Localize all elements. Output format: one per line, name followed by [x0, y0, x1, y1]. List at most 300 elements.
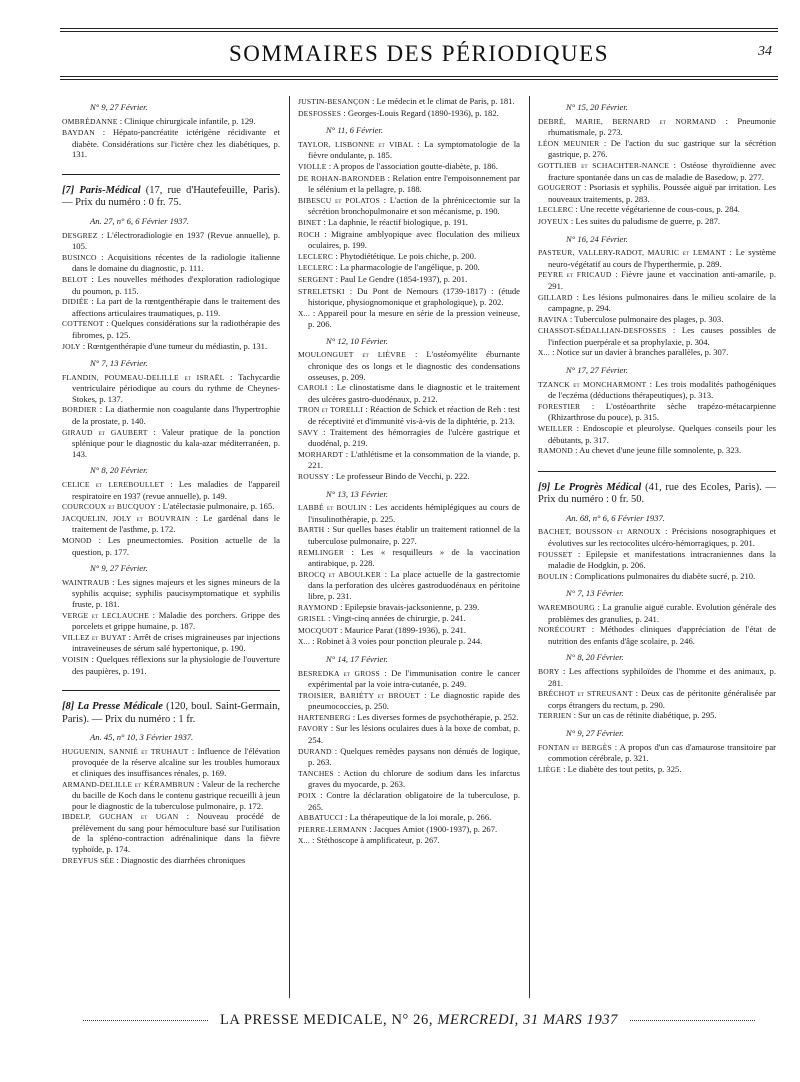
article-title: : Arrêt de crises migraineuses par injections intraveineuses de sérum salé hypertonique, p. 190. [72, 631, 280, 654]
article-title: : Les « resquilleurs » de la vaccination antirabique, p. 228. [308, 546, 520, 569]
article-entry [298, 768, 520, 790]
article-entry [538, 423, 776, 445]
article-title: : Les maladies de l'appareil respiratoire en 1937 (revue annuelle), p. 149. [72, 479, 280, 501]
article-authors: REMLINGER [298, 547, 345, 557]
article-authors: DEBRÉ, MARIE, BERNARD et NORMAND [538, 116, 717, 126]
entry-list [538, 602, 776, 646]
article-title: : Paul Le Gendre (1854-1937), p. 201. [335, 273, 468, 284]
article-authors: ROCH [298, 229, 320, 239]
issue-heading: N° 14, 17 Février. [326, 653, 388, 664]
article-title: : Le diabète des tout petits, p. 325. [563, 763, 682, 774]
article-authors: SERGENT [298, 274, 334, 284]
article-entry [298, 108, 520, 120]
article-entry [62, 501, 280, 513]
article-title: : Nouveau procédé de prélèvement du sang pour hémoculture basé sur l'utilisation de la spléno-contraction adrénalinique dans la fièvre typhoïde, p. 174. [72, 811, 280, 855]
article-authors: LECLERC [298, 263, 334, 273]
entry-list [298, 349, 520, 482]
article-title: : Epilepsie bravais-jacksonienne, p. 239. [340, 601, 480, 612]
article-title: : Le médecin et le climat de Paris, p. 181. [371, 96, 515, 106]
article-title: : Influence de l'élévation provoquée de la réserve alcaline sur les troubles humoraux et cliniques des insuffisances rénales, p. 169. [72, 745, 280, 778]
article-title: : L'atélectasie pulmonaire, p. 165. [158, 501, 275, 512]
article-title: : Sur un cas de rétinite diabétique, p. 295. [573, 710, 717, 721]
article-entry [298, 524, 520, 546]
article-authors: WAINTRAUB [62, 577, 110, 587]
article-authors: BIBESCU et POLATOS [298, 195, 380, 205]
journal-name: [9] Le Progrès Médical [538, 481, 642, 493]
entry-list [62, 577, 280, 676]
article-title: : L'ostéoarthrite sèche trapézo-métacarpienne (Rhizarthrose du pouce), p. 315. [548, 400, 776, 423]
section-divider [62, 174, 280, 175]
article-entry [538, 742, 776, 764]
article-title: : La thérapeutique de la loi morale, p. 266. [345, 812, 492, 823]
article-authors: MOCQUOT [298, 625, 338, 635]
article-authors: FONTAN et BERGÈS [538, 742, 612, 752]
article-authors: LABBÉ et BOULIN [298, 503, 367, 513]
issue-heading: N° 12, 10 Février. [326, 335, 388, 346]
journal-heading [62, 701, 280, 726]
article-entry [298, 668, 520, 690]
footer-date: MERCREDI, 31 MARS 1937 [437, 1012, 619, 1028]
article-authors: RAMOND [538, 446, 573, 456]
article-entry [298, 173, 520, 195]
entry-list [62, 116, 280, 160]
issue-heading: An. 68, n° 6, 6 Février 1937. [566, 512, 665, 523]
issue-heading: N° 15, 20 Février. [566, 102, 628, 112]
article-entry [298, 139, 520, 161]
article-authors: HUGUENIN, SANNIÉ et TRUHAUT [62, 746, 189, 756]
article-title: : Réaction de Schick et réaction de Reh : test de réceptivité et d'immunité vis-à-vis de la diphtérie, p. 213. [308, 404, 520, 427]
article-title: : Sur quelles bases établir un traitement rationnel de la tuberculose pulmonaire, p. 227. [308, 524, 520, 546]
entry-list [538, 742, 776, 776]
article-authors: ROUSSY [298, 472, 330, 481]
article-entry [298, 349, 520, 382]
article-authors: LECLERC [298, 251, 334, 261]
issue-heading: N° 11, 6 Février. [326, 125, 383, 136]
article-entry [62, 116, 280, 128]
article-title: : La part de la rœntgenthérapie dans le traitement des affections articulaires traumatiques, p. 119. [72, 296, 280, 318]
article-title: : Méthodes cliniques d'appréciation de l'état de nutrition des enfants d'âge scolaire, p. 246. [548, 624, 776, 646]
article-title: : Epilepsie et manifestations intracraniennes dans la maladie de Hodgkin, p. 206. [548, 548, 776, 571]
article-title: : L'électroradiologie en 1937 (Revue annuelle), p. 105. [72, 229, 280, 252]
article-authors: BAYDAN [62, 128, 95, 138]
journal-heading [538, 482, 776, 507]
article-title: : Endoscopie et pleurolyse. Quelques conseils pour les débutants, p. 317. [548, 423, 776, 445]
article-authors: VOISIN [62, 654, 89, 664]
issue-heading: N° 16, 24 Février. [566, 233, 628, 244]
article-title: : Clinique chirurgicale infantile, p. 129. [119, 115, 256, 126]
article-authors: BROCQ et ABOULKER [298, 569, 382, 579]
article-title: : Les lésions pulmonaires dans le milieu scolaire de la campagne, p. 294. [548, 291, 776, 314]
article-authors: NORÉCOURT [538, 625, 586, 635]
entry-list [62, 746, 280, 867]
article-authors: LECLERC [538, 205, 574, 215]
article-title: : Quelques réflexions sur la physiologie de l'ouverture des paupières, p. 191. [72, 653, 280, 676]
article-entry [298, 569, 520, 602]
article-title: : L'athlétisme et la consommation de la viande, p. 221. [308, 448, 520, 471]
article-title: : Quelques considérations sur la radiothérapie des fibromes, p. 125. [72, 318, 280, 340]
article-authors: BINET [298, 217, 322, 227]
article-entry [538, 269, 776, 291]
journal-name: [8] La Presse Médicale [62, 701, 163, 713]
article-entry [62, 318, 280, 340]
article-entry [538, 314, 776, 326]
article-title: : Les suites du paludisme de guerre, p. 287. [570, 215, 721, 226]
issue-heading: N° 8, 20 Février. [566, 652, 624, 663]
journal-info: (120, boul. Saint-Germain, Paris). — Prix du numéro : 1 fr. [62, 701, 280, 725]
article-title: : Georges-Louis Regard (1890-1936), p. 182. [343, 107, 499, 118]
article-title: : Le professeur Bindo de Vecchi, p. 222. [331, 471, 470, 481]
article-entry [538, 325, 776, 347]
issue-heading: N° 9, 27 Février. [90, 102, 148, 112]
article-title: : La daphnie, le réactif biologique, p. 191. [323, 216, 468, 227]
issue-heading: An. 45, n° 10, 3 Février 1937. [90, 732, 194, 743]
article-title: : Stéthoscope à amplificateur, p. 267. [312, 835, 440, 846]
article-authors: BARTH [298, 525, 325, 535]
article-authors: POIX [298, 791, 317, 801]
article-authors: GILLARD [538, 292, 573, 302]
article-title: : Les diverses formes de psychothérapie, p. 252. [352, 711, 519, 722]
article-title: : Phytodiététique. Le pois chiche, p. 200. [335, 250, 477, 261]
header-rule-bottom-2 [60, 79, 778, 80]
issue-heading: N° 7, 13 Février. [90, 358, 148, 369]
article-authors: IBDELP, GUCHAN et UGAN [62, 812, 179, 822]
article-title: : La symptomatologie de la fièvre ondulante, p. 185. [308, 138, 520, 161]
column-divider [529, 96, 530, 998]
article-authors: ABBATUCCI [298, 813, 343, 823]
article-title: : Traitement des hémorragies de l'ulcère gastrique et duodénal, p. 219. [308, 426, 520, 449]
article-title: : Contre la déclaration obligatoire de la tuberculose, p. 265. [308, 790, 520, 812]
article-entry [62, 779, 280, 812]
article-entry [62, 654, 280, 676]
article-title: : Quelques remèdes paysans non dénués de logique, p. 263. [308, 745, 520, 768]
article-authors: RAVINA [538, 314, 568, 324]
article-title: : Psoriasis et syphilis. Poussée aiguë par irritation. Les nouveaux traitements, p. 283. [548, 182, 776, 204]
column-right [538, 96, 776, 998]
article-title: : A propos de l'association goutte-diabète, p. 186. [328, 160, 498, 171]
article-title: : Ostéose thyroïdienne avec fracture spontanée dans un cas de maladie de Basedow, p. 277. [548, 159, 776, 182]
article-title: : La granulie aiguë curable. Evolution générale des problèmes des granulies, p. 241. [548, 601, 776, 624]
column-left [62, 96, 280, 998]
article-entry [298, 308, 520, 330]
article-title: : Précisions nosographiques et évolutives sur les rectocolites ulcéro-hémorragiques, p. 201. [548, 526, 776, 548]
article-entry [298, 613, 520, 625]
article-entry [62, 341, 280, 353]
entry-list [62, 230, 280, 353]
article-authors: PIERRE-LERMANN [298, 824, 368, 834]
footer-journal: LA PRESSE MEDICALE, N° 26, [219, 1012, 434, 1028]
article-authors: BOULIN [538, 571, 568, 581]
columns [60, 96, 778, 998]
article-title: : Deux cas de péritonite généralisée par corps étrangers du rectum, p. 290. [548, 688, 776, 710]
article-entry [298, 449, 520, 471]
article-entry [538, 688, 776, 710]
article-authors: JUSTIN-BESANÇON [298, 97, 370, 106]
entry-list [298, 139, 520, 330]
article-entry [62, 632, 280, 654]
article-title: : Migraine amblyopique avec floculation des milieux oculaires, p. 199. [308, 228, 520, 251]
article-title: : Les causes possibles de l'infection puerpérale et sa prophylaxie, p. 304. [548, 325, 776, 347]
article-entry [298, 96, 520, 108]
article-title: : Jacques Amiot (1900-1937), p. 267. [369, 823, 498, 834]
article-authors: X... [298, 308, 310, 318]
article-entry [298, 835, 520, 847]
article-entry [538, 182, 776, 204]
issue-heading: N° 13, 13 Février. [326, 488, 388, 499]
article-entry [298, 427, 520, 449]
issue-heading: An. 27, n° 6, 6 Février 1937. [90, 215, 189, 226]
article-authors: PASTEUR, VALLERY-RADOT, MAURIC et LEMANT [538, 248, 726, 258]
article-entry [298, 382, 520, 404]
article-authors: TAYLOR, LISBONNE et VIBAL [298, 139, 414, 149]
article-title: : Hépato-pancréatite ictérigène récidivante et diabète. Considérations sur l'ictère chez les diabétiques, p. 131. [72, 127, 280, 160]
article-entry [62, 746, 280, 779]
journal-info: (41, rue des Ecoles, Paris). — Prix du numéro : 0 fr. 50. [538, 481, 776, 506]
article-entry [538, 204, 776, 216]
header-rule-bottom [60, 76, 778, 77]
article-title: : Tuberculose pulmonaire des plages, p. 303. [569, 313, 724, 324]
article-title: : Les affections syphiloïdes de l'homme et des animaux, p. 281. [548, 665, 776, 688]
article-authors: BELOT [62, 274, 88, 284]
journal-info: (17, rue d'Hautefeuille, Paris). — Prix du numéro : 0 fr. 75. [62, 184, 280, 209]
article-authors: DURAND [298, 746, 332, 756]
page-header [60, 28, 778, 90]
article-authors: DE ROHAN-BARONDEB [298, 173, 386, 183]
issue-heading: N° 9, 27 Février. [566, 727, 624, 738]
article-authors: VIOLLE [298, 161, 327, 171]
article-authors: X... [538, 348, 550, 358]
article-authors: DESFOSSES [298, 108, 342, 118]
article-entry [298, 602, 520, 614]
article-entry [538, 710, 776, 722]
article-title: : L'ostéomyélite éburnante chronique des os longs et le diagnostic des condensations osseuses, p. 209. [308, 349, 520, 382]
article-authors: X... [298, 637, 310, 647]
article-authors: MORHARDT [298, 449, 344, 459]
issue-heading: N° 7, 13 Février. [566, 588, 624, 599]
article-authors: GRISEL [298, 614, 326, 624]
article-authors: STRELETSKI [298, 286, 345, 296]
article-entry [298, 690, 520, 712]
entry-list [538, 247, 776, 359]
article-title: : Le clinostatisme dans le diagnostic et le traitement des ulcères gastro-duodénaux, p. 212. [308, 382, 520, 404]
article-authors: JOLY [62, 341, 81, 351]
article-entry [298, 161, 520, 173]
article-authors: FLANDIN, POUMEAU-DELILLE et ISRAËL [62, 372, 225, 382]
article-entry [538, 116, 776, 138]
article-entry [298, 404, 520, 426]
article-title: : Robinet à 3 voies pour ponction pleurale p. 244. [312, 636, 483, 647]
article-title: : Vingt-cinq années de chirurgie, p. 241. [327, 613, 466, 624]
article-entry [538, 571, 776, 583]
article-title: : Les accidents hémiplégiques au cours de l'insulinothérapie, p. 225. [308, 502, 520, 524]
article-entry [538, 160, 776, 182]
article-authors: TZANCK et MONCHARMONT [538, 379, 647, 389]
entry-list [298, 96, 520, 119]
article-authors: CELICE et LEREBOULLET [62, 480, 165, 490]
article-title: : Les nouvelles méthodes d'exploration radiologique du poumon, p. 115. [72, 273, 280, 296]
article-authors: LIÈGE [538, 764, 561, 774]
article-entry [62, 252, 280, 274]
entry-list [62, 372, 280, 460]
article-authors: TRON et TORELLI [298, 405, 364, 415]
entry-list [538, 666, 776, 722]
entry-list [538, 379, 776, 457]
header-rule-top-2 [60, 31, 778, 32]
article-entry [298, 262, 520, 274]
article-authors: BUSINCO [62, 252, 97, 262]
article-title: : La pharmacologie de l'angélique, p. 200. [335, 262, 480, 273]
article-authors: GOTTLIEB et SCHACHTER-NANCE [538, 160, 670, 170]
issue-heading: N° 17, 27 Février. [566, 365, 628, 376]
article-authors: FOUSSET [538, 549, 573, 559]
article-title: : Une recette végétarienne de cous-cous, p. 284. [575, 204, 740, 215]
article-authors: JACQUELIN, JOLY et BOUVRAIN [62, 513, 191, 523]
article-authors: PEYRE et FRICAUD [538, 270, 612, 280]
journal-page [60, 28, 778, 1058]
article-entry [298, 723, 520, 745]
article-authors: BORDIER [62, 405, 97, 415]
article-entry [62, 577, 280, 610]
article-authors: MONOD [62, 536, 92, 545]
article-authors: DIDIÉE [62, 297, 89, 307]
article-title: : Les pneumectomies. Position actuelle de la question, p. 177. [72, 535, 280, 557]
article-entry [298, 625, 520, 637]
article-authors: ARMAND-DELILLE et KÉRAMBRUN [62, 779, 195, 789]
article-title: : La diathermie non coagulante dans l'hypertrophie de la prostate, p. 140. [72, 404, 280, 427]
article-authors: FAVORY [298, 724, 329, 734]
article-authors: CAROLI [298, 383, 328, 393]
page-footer [60, 1012, 778, 1032]
article-title: : Valeur de la recherche du bacille de Koch dans le contenu gastrique recueilli à jeun pour le diagnostic de la tuberculose pulmonaire, p. 172. [72, 778, 280, 811]
article-authors: VILLEZ et BUYAT [62, 632, 127, 642]
page-title: SOMMAIRES DES PÉRIODIQUES [229, 41, 609, 66]
article-authors: X... [298, 836, 310, 846]
article-title: : Appareil pour la mesure en série de la pression veineuse, p. 206. [308, 307, 520, 330]
article-entry [298, 502, 520, 524]
article-authors: DREYFUS SÉE [62, 855, 115, 865]
article-authors: BESREDKA et GROSS [298, 668, 380, 678]
article-entry [62, 513, 280, 535]
article-authors: GIRAUD et GAUBERT [62, 427, 148, 437]
article-entry [298, 471, 520, 483]
journal-name: [7] Paris-Médical [62, 184, 141, 196]
article-title: : Valeur pratique de la ponction splénique pour le diagnostic du kala-azar méditerranéen, p. 143. [72, 426, 280, 459]
article-title: : L'action de la phrénicectomie sur la sécrétion bronchopulmonaire et son mécanisme, p. 190. [308, 194, 520, 217]
article-authors: WEILLER [538, 424, 573, 434]
article-entry [62, 372, 280, 405]
article-entry [538, 624, 776, 646]
article-authors: BORY [538, 666, 560, 676]
article-authors: VERGE et LECLAUCHE [62, 610, 149, 620]
issue-heading: N° 8, 20 Février. [90, 465, 148, 476]
header-rule-top [60, 28, 778, 29]
article-title: : Du Pont de Nemours (1739-1817) : (étude historique, physiognomonique et graphologique), p. 202. [308, 285, 520, 308]
article-entry [538, 379, 776, 401]
article-entry [538, 401, 776, 423]
article-entry [62, 230, 280, 252]
article-title: : A propos d'un cas d'amaurose transitoire par commotion cérébrale, p. 321. [548, 741, 776, 764]
article-title: : Complications pulmonaires du diabète sucré, p. 210. [570, 570, 756, 581]
article-entry [298, 229, 520, 251]
article-entry [298, 286, 520, 308]
article-title: : Action du chlorure de sodium dans les infarctus graves du myocarde, p. 263. [308, 767, 520, 790]
article-entry [298, 790, 520, 812]
article-entry [538, 526, 776, 548]
article-entry [538, 216, 776, 228]
issue-heading: N° 9, 27 Février. [90, 563, 148, 574]
article-entry [538, 666, 776, 688]
article-entry [538, 347, 776, 359]
article-entry [538, 292, 776, 314]
article-title: : Acquisitions récentes de la radiologie italienne dans le domaine du diagnostic, p. 111. [72, 251, 280, 274]
article-entry [538, 138, 776, 160]
article-entry [62, 479, 280, 501]
journal-heading [62, 185, 280, 210]
article-title: : Le gardénal dans le traitement de l'asthme, p. 172. [72, 512, 280, 535]
entry-list [538, 526, 776, 582]
article-entry [298, 712, 520, 724]
article-title: : Le diagnostic rapide des pneumococcies, p. 250. [308, 689, 520, 712]
article-entry [62, 127, 280, 160]
column-middle [298, 96, 520, 998]
article-entry [298, 746, 520, 768]
article-entry [62, 610, 280, 632]
article-title: : Le système neuro-végétatif au cours de l'hyperthermie, p. 289. [548, 247, 776, 269]
article-authors: MOULONGUET et LIÈVRE [298, 350, 407, 360]
article-entry [62, 855, 280, 867]
article-authors: FORESTIER [538, 401, 581, 411]
article-authors: RAYMOND [298, 602, 338, 612]
article-authors: BRÉCHOT et STREUSANT [538, 689, 633, 699]
article-title: : Notice sur un davier à branches parallèles, p. 307. [552, 347, 729, 358]
article-entry [538, 445, 776, 457]
article-authors: COURCOUX et BUCQUOY [62, 502, 156, 512]
article-entry [298, 824, 520, 836]
column-divider [289, 96, 290, 998]
article-authors: TANCHES [298, 768, 334, 778]
article-authors: COTTENOT [62, 319, 104, 329]
article-title: : Sur les lésions oculaires dues à la boxe de combat, p. 254. [308, 723, 520, 746]
article-title: : Les signes majeurs et les signes mineurs de la syphilis acquise; syphilis paucisymptomatique et syphilis fruste, p. 181. [72, 576, 280, 609]
entry-list [298, 668, 520, 848]
article-authors: CHASSOT-SÉDALLIAN-DESFOSSES [538, 326, 667, 336]
article-entry [62, 811, 280, 854]
article-title: : De l'action du suc gastrique sur la sécrétion gastrique, p. 276. [548, 137, 776, 160]
article-entry [62, 404, 280, 426]
article-authors: LÉON MEUNIER [538, 138, 600, 148]
article-title: : Maurice Parat (1899-1936), p. 241. [339, 624, 466, 635]
article-authors: HARTENBERG [298, 712, 351, 722]
article-title: : Rœntgenthérapie d'une tumeur du médiastin, p. 131. [82, 340, 268, 351]
article-title: : Relation entre l'empoisonnement par le sélénium et la pellagre, p. 188. [308, 172, 520, 195]
entry-list [62, 479, 280, 557]
article-title: : La place actuelle de la gastrectomie dans la perforation des ulcères gastroduodénaux en péritoine libre, p. 231. [308, 568, 520, 601]
article-entry [298, 217, 520, 229]
section-divider [538, 471, 776, 472]
article-entry [298, 251, 520, 263]
article-entry [62, 274, 280, 296]
section-divider [62, 690, 280, 691]
article-title: : Fièvre jaune et vaccination anti-amarile, p. 291. [548, 269, 776, 291]
article-entry [538, 247, 776, 269]
article-entry [538, 602, 776, 624]
article-entry [62, 296, 280, 318]
article-authors: TROISIER, BARIÉTY et BROUET [298, 690, 420, 700]
article-title: : Diagnostic des diarrhées chroniques [116, 854, 246, 865]
entry-list [298, 502, 520, 648]
article-authors: TERRIEN [538, 711, 572, 721]
article-authors: OMBRÉDANNE [62, 116, 118, 126]
page-number: 34 [758, 44, 772, 59]
